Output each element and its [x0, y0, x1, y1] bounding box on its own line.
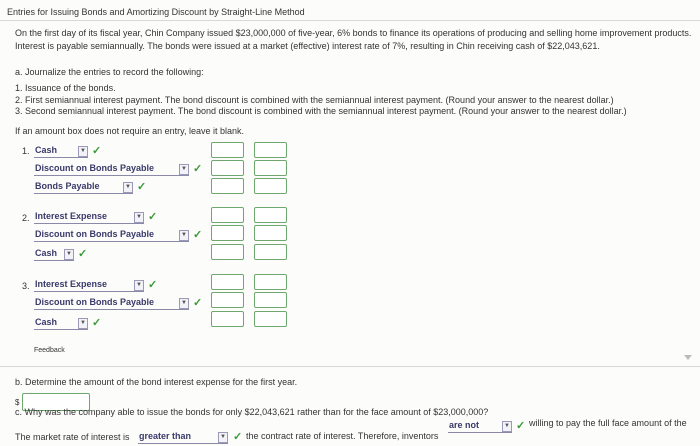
entry-1-account-1-label: Cash: [35, 145, 58, 155]
entry-1-credit-3[interactable]: [254, 178, 287, 194]
chevron-down-icon: ▼: [179, 164, 189, 175]
entry-2-account-1-select[interactable]: [34, 211, 144, 224]
entry-1-debit-3[interactable]: [211, 178, 244, 194]
part-c-select-2[interactable]: [448, 420, 512, 433]
check-icon: ✓: [193, 163, 203, 175]
entry-1-account-3-label: Bonds Payable: [35, 181, 100, 191]
entry-3-debit-1[interactable]: [211, 274, 244, 290]
part-a-prompt: a. Journalize the entries to record the following:: [15, 67, 204, 77]
entry-3-account-2-select[interactable]: [34, 297, 189, 310]
divider: [0, 20, 700, 21]
entry-3-credit-2[interactable]: [254, 292, 287, 308]
page-title: Entries for Issuing Bonds and Amortizing Discount by Straight-Line Method: [7, 7, 305, 17]
entry-2-credit-3[interactable]: [254, 244, 287, 260]
entry-3-credit-3[interactable]: [254, 311, 287, 327]
blank-note: If an amount box does not require an entry, leave it blank.: [15, 126, 244, 136]
entry-2-credit-1[interactable]: [254, 207, 287, 223]
entry-2-debit-2[interactable]: [211, 225, 244, 241]
check-icon: ✓: [78, 248, 88, 260]
entry-3-account-2-label: Discount on Bonds Payable: [35, 297, 155, 307]
check-icon: ✓: [148, 279, 158, 291]
part-a-item-1: 1. Issuance of the bonds.: [15, 83, 116, 93]
check-icon: ✓: [193, 229, 203, 241]
problem-line-2: Interest is payable semiannually. The bonds were issued at a market (effective) interest rate of 7%, resulting in Chin receiving cash of $22,043,621.: [15, 41, 600, 51]
chevron-down-icon: ▼: [502, 421, 512, 432]
entry-2-number: 2.: [22, 213, 30, 223]
chevron-down-icon: ▼: [134, 280, 144, 291]
entry-2-account-3-label: Cash: [35, 248, 58, 258]
entry-1-number: 1.: [22, 146, 30, 156]
entry-1-debit-2[interactable]: [211, 160, 244, 176]
divider: [0, 366, 700, 367]
entry-2-debit-1[interactable]: [211, 207, 244, 223]
entry-1-credit-2[interactable]: [254, 160, 287, 176]
chevron-down-icon: ▼: [179, 230, 189, 241]
entry-3-account-3-select[interactable]: [34, 317, 88, 330]
check-icon: ✓: [233, 431, 243, 443]
chevron-down-icon: ▼: [179, 298, 189, 309]
entry-2-account-1-label: Interest Expense: [35, 211, 108, 221]
entry-1-credit-1[interactable]: [254, 142, 287, 158]
entry-2-account-2-select[interactable]: [34, 229, 189, 242]
entry-2-account-3-select[interactable]: [34, 248, 74, 261]
part-a-item-2: 2. First semiannual interest payment. The bond discount is combined with the semiannual interest payment. (Round your answer to the nearest dollar.): [15, 95, 614, 105]
part-c-suffix: willing to pay the full face amount of the: [529, 418, 687, 428]
part-c-middle: the contract rate of interest. Therefore, inventors: [246, 431, 439, 441]
entry-3-account-1-label: Interest Expense: [35, 279, 108, 289]
check-icon: ✓: [137, 181, 147, 193]
part-b-prompt: b. Determine the amount of the bond interest expense for the first year.: [15, 377, 298, 387]
chevron-down-icon: ▼: [78, 146, 88, 157]
currency-symbol: $: [15, 398, 20, 407]
check-icon: ✓: [92, 145, 102, 157]
entry-1-account-3-select[interactable]: [34, 181, 133, 194]
part-c-select-2-label: are not: [449, 420, 480, 430]
chevron-down-icon: ▼: [78, 318, 88, 329]
entry-3-number: 3.: [22, 281, 30, 291]
check-icon: ✓: [193, 297, 203, 309]
collapse-arrow-icon[interactable]: [684, 355, 692, 360]
chevron-down-icon: ▼: [218, 432, 228, 443]
chevron-down-icon: ▼: [134, 212, 144, 223]
entry-1-account-1-select[interactable]: [34, 145, 88, 158]
chevron-down-icon: ▼: [64, 249, 74, 260]
entry-3-account-3-label: Cash: [35, 317, 58, 327]
entry-3-account-1-select[interactable]: [34, 279, 144, 292]
feedback-label[interactable]: Feedback: [34, 347, 65, 354]
entry-1-account-2-select[interactable]: [34, 163, 189, 176]
part-c-select-1[interactable]: [138, 431, 228, 444]
entry-2-debit-3[interactable]: [211, 244, 244, 260]
entry-3-debit-3[interactable]: [211, 311, 244, 327]
entry-2-credit-2[interactable]: [254, 225, 287, 241]
entry-1-account-2-label: Discount on Bonds Payable: [35, 163, 155, 173]
part-c-select-1-label: greater than: [139, 431, 192, 441]
part-c-prefix: The market rate of interest is: [15, 432, 130, 442]
chevron-down-icon: ▼: [123, 182, 133, 193]
check-icon: ✓: [92, 317, 102, 329]
check-icon: ✓: [516, 420, 526, 432]
entry-3-credit-1[interactable]: [254, 274, 287, 290]
entry-3-debit-2[interactable]: [211, 292, 244, 308]
part-a-item-3: 3. Second semiannual interest payment. The bond discount is combined with the semiannual interest payment. (Round your answer to the nearest dollar.): [15, 106, 627, 116]
part-c-question: c. Why was the company able to issue the bonds for only $22,043,621 rather than for the face amount of $23,000,000?: [15, 407, 489, 417]
entry-2-account-2-label: Discount on Bonds Payable: [35, 229, 155, 239]
check-icon: ✓: [148, 211, 158, 223]
entry-1-debit-1[interactable]: [211, 142, 244, 158]
problem-line-1: On the first day of its fiscal year, Chin Company issued $23,000,000 of five-year, 6% bonds to finance its operations of producing and selling home improvement products.: [15, 28, 692, 38]
